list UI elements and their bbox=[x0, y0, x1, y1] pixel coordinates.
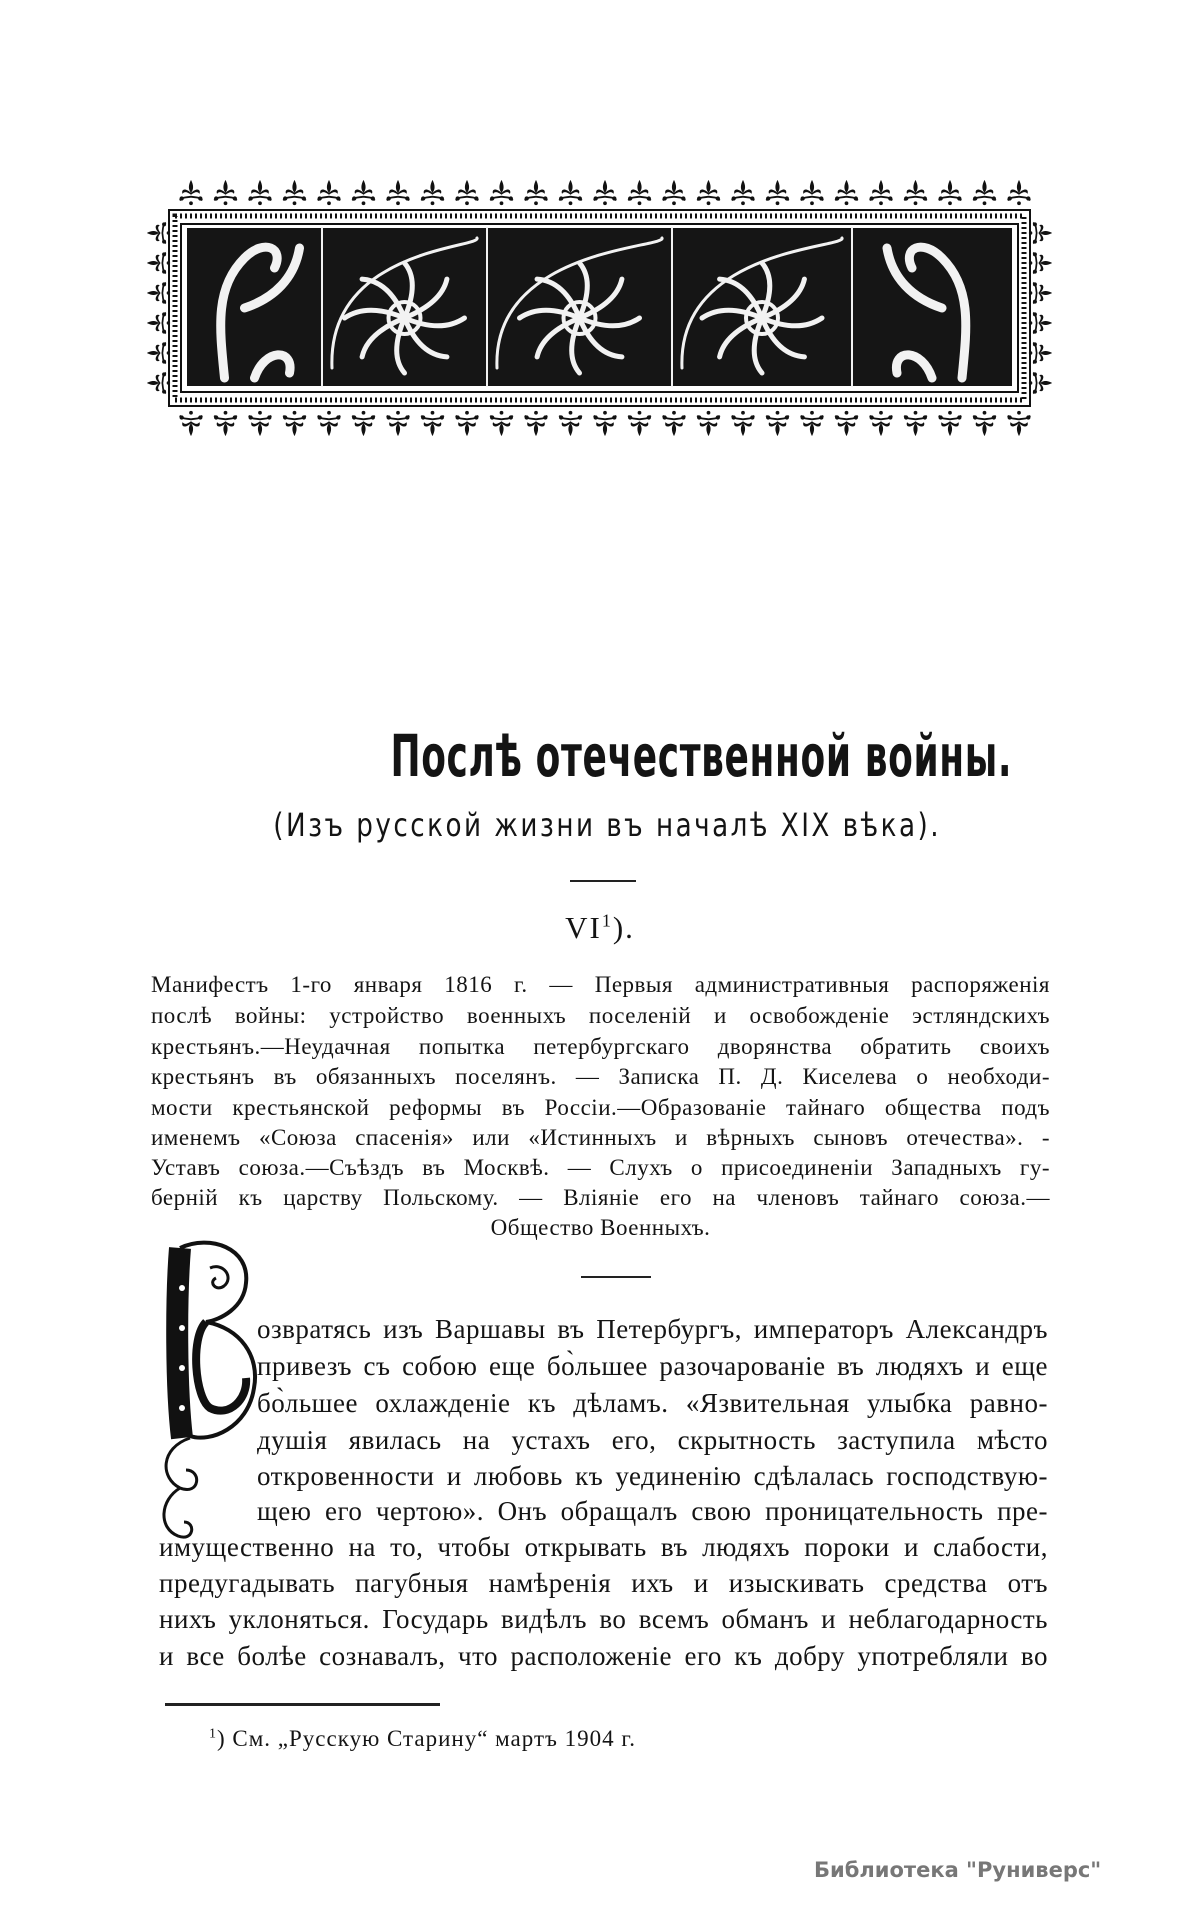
section-number: $VI^1$). bbox=[565, 910, 635, 945]
text-line-content: привезъ съ собою еще бо̀льшее разочарованіе въ людяхъ и еще bbox=[257, 1351, 1048, 1381]
text-line bbox=[257, 1496, 1048, 1527]
text-line-content: берній къ царству Польскому. — Вліяніе его на членовъ тайнаго союза.— bbox=[151, 1185, 1050, 1210]
summary-last-line: Общество Военныхъ. bbox=[490, 1215, 711, 1240]
footnote: $^1$) См. „Русскую Старину“ мартъ 1904 г. bbox=[209, 1726, 636, 1751]
decorative-headpiece bbox=[147, 178, 1052, 438]
text-line bbox=[151, 1064, 1050, 1090]
divider-rule bbox=[570, 880, 636, 882]
text-line-content: имущественно на то, чтобы открывать въ людяхъ пороки и слабости, bbox=[159, 1532, 1048, 1562]
footnote-rule bbox=[165, 1703, 440, 1706]
text-line bbox=[159, 1568, 1048, 1599]
text-line-content: именемъ «Союза спасенія» или «Истинныхъ и вѣрныхъ сыновъ отечества». - bbox=[151, 1125, 1050, 1150]
text-line-content: Манифестъ 1-го января 1816 г. — Первыя административныя распоряженія bbox=[151, 972, 1050, 997]
text-line-content: послѣ войны: устройство военныхъ поселеній и освобожденіе эстляндскихъ bbox=[151, 1003, 1050, 1028]
text-line bbox=[159, 1532, 1048, 1563]
text-line bbox=[257, 1388, 1048, 1419]
text-line-content: бо̀льшее охлажденіе къ дѣламъ. «Язвительная улыбка равно- bbox=[257, 1388, 1048, 1418]
text-line bbox=[257, 1425, 1048, 1456]
fleur-border-bottom bbox=[180, 411, 1031, 436]
text-line-content: мости крестьянской реформы въ Россіи.—Образованіе тайнаго общества подъ bbox=[151, 1095, 1050, 1120]
divider-rule bbox=[581, 1276, 651, 1278]
fleur-border-right bbox=[1029, 222, 1052, 393]
text-line-content: озвратясь изъ Варшавы въ Петербургъ, императоръ Александръ bbox=[257, 1314, 1048, 1344]
text-line bbox=[151, 1125, 1050, 1151]
text-line bbox=[151, 1003, 1050, 1029]
text-line bbox=[151, 1155, 1050, 1181]
drop-cap-letter bbox=[150, 1238, 262, 1543]
text-line-content: крестьянъ въ обязанныхъ поселянъ. — Записка П. Д. Киселева о необходи- bbox=[151, 1064, 1050, 1089]
text-line-content: душія явилась на устахъ его, скрытность заступила мѣсто bbox=[257, 1425, 1048, 1455]
library-watermark: Библиотека "Руниверс" bbox=[814, 1858, 1102, 1882]
text-line bbox=[257, 1314, 1048, 1345]
text-line bbox=[257, 1351, 1048, 1382]
text-line-content: нихъ уклоняться. Государь видѣлъ во всемъ обманъ и неблагодарность bbox=[159, 1604, 1048, 1634]
text-line-content: и все болѣе сознавалъ, что расположеніе его къ добру употребляли во bbox=[159, 1641, 1048, 1671]
text-line bbox=[257, 1461, 1048, 1492]
fleur-border-top bbox=[180, 180, 1031, 205]
page-title: Послѣ отечественной войны. bbox=[390, 722, 1013, 790]
text-line-content: откровенности и любовь къ уединенію сдѣлалась господствую- bbox=[257, 1461, 1048, 1491]
text-line bbox=[151, 972, 1050, 998]
page-subtitle: (Изъ русской жизни въ началѣ XIX вѣка). bbox=[273, 806, 941, 844]
text-line-content: предугадывать пагубныя намѣренія ихъ и изыскивать средства отъ bbox=[159, 1568, 1048, 1598]
text-line bbox=[159, 1641, 1048, 1672]
text-line-content: щею его чертою». Онъ обращалъ свою проницательность пре- bbox=[257, 1496, 1048, 1526]
text-line bbox=[151, 1034, 1050, 1060]
fleur-border-left bbox=[147, 222, 170, 393]
text-line-content: крестьянъ.—Неудачная попытка петербургскаго дворянства обратить своихъ bbox=[151, 1034, 1050, 1059]
text-line bbox=[151, 1095, 1050, 1121]
text-line bbox=[159, 1604, 1048, 1635]
footnote-ref[interactable]: 1 bbox=[601, 910, 613, 931]
text-line bbox=[151, 1185, 1050, 1211]
text-line-content: Уставъ союза.—Съѣздъ въ Москвѣ. — Слухъ о присоединеніи Западныхъ гу- bbox=[151, 1155, 1050, 1180]
